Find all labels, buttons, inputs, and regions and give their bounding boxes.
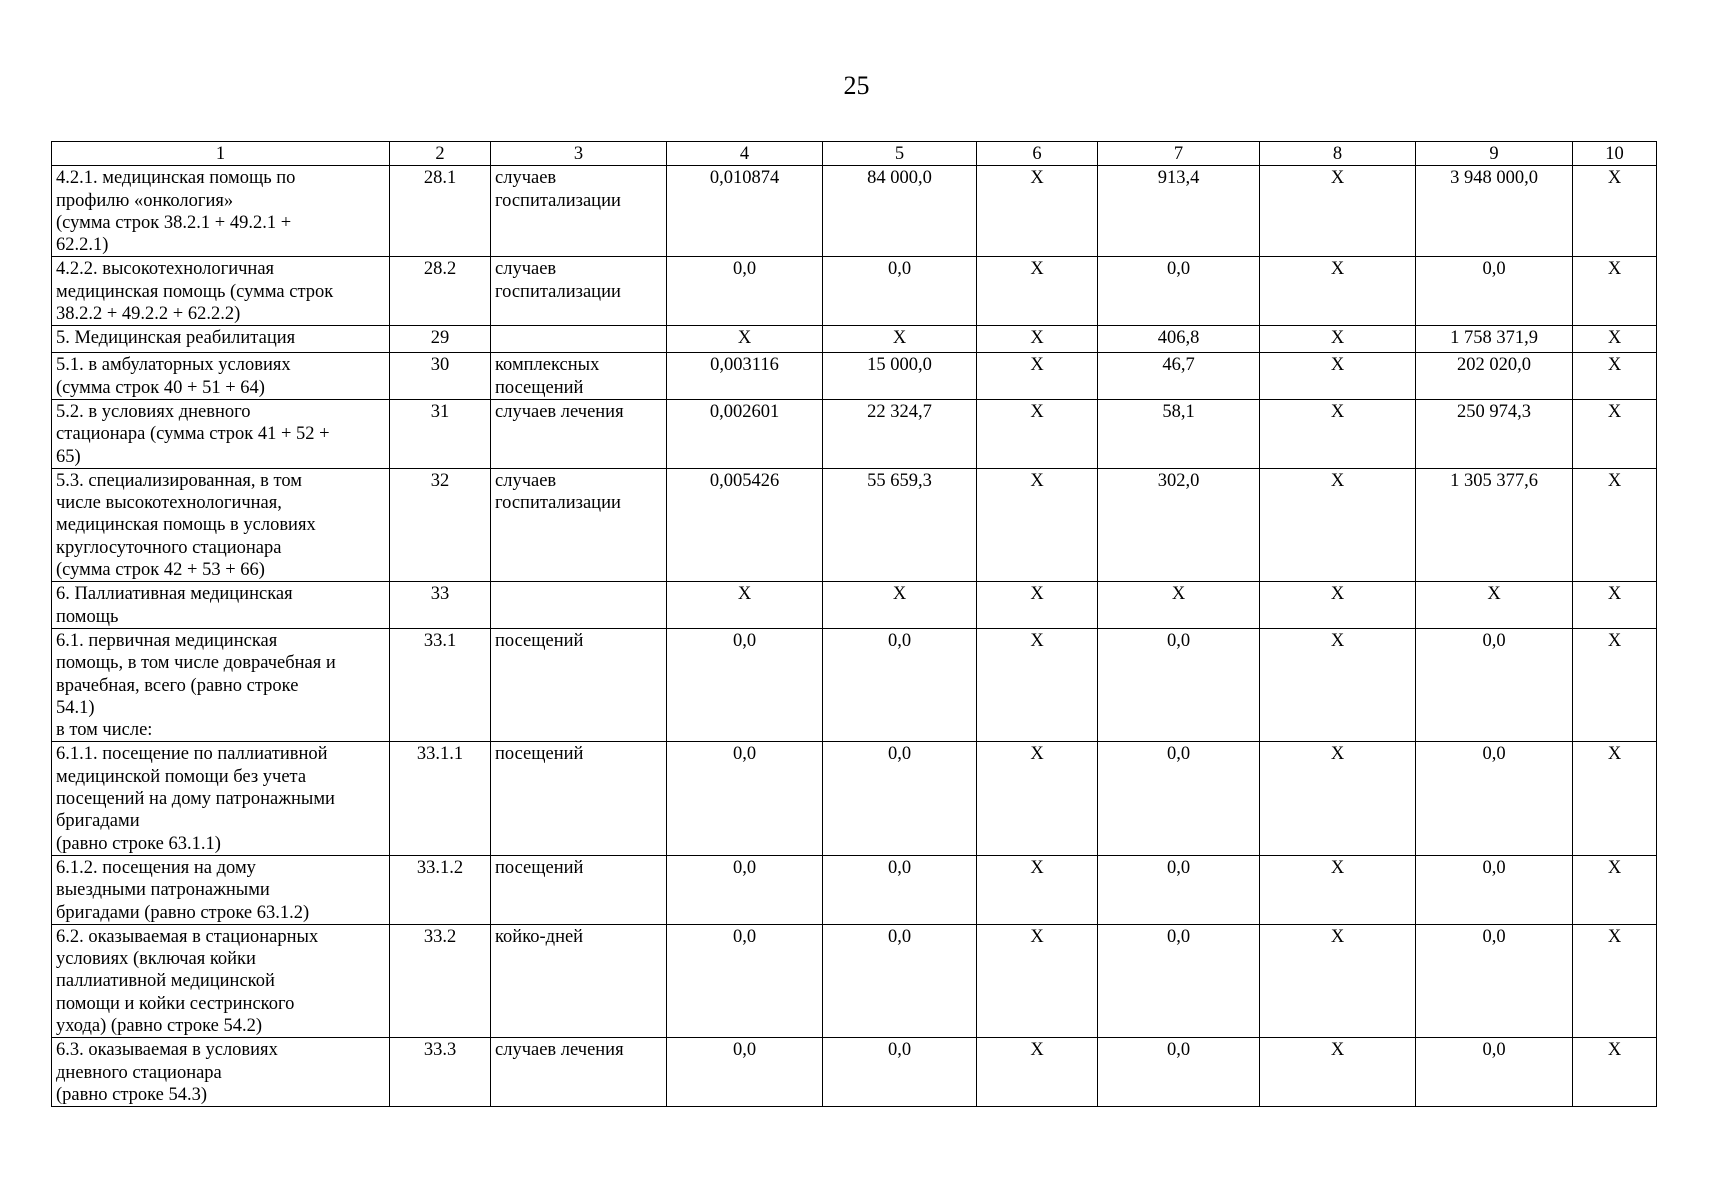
cell-col-9: 0,0 [1416, 1038, 1573, 1107]
cell-col-10: X [1573, 166, 1657, 257]
cell-col-5: 0,0 [823, 924, 977, 1037]
cell-col-10: X [1573, 1038, 1657, 1107]
cell-col-7: 58,1 [1098, 399, 1260, 468]
cell-col-5: 0,0 [823, 855, 977, 924]
cell-col-7: 0,0 [1098, 855, 1260, 924]
table-row [52, 924, 1657, 1037]
cell-col-3: комплексных посещений [491, 353, 667, 400]
cell-col-3: случаев госпитализации [491, 166, 667, 257]
cell-col-4: 0,010874 [667, 166, 823, 257]
cell-col-5: X [823, 582, 977, 629]
cell-col-7: 0,0 [1098, 1038, 1260, 1107]
column-header-1: 1 [52, 142, 390, 166]
cell-col-3: случаев лечения [491, 399, 667, 468]
table-row [52, 399, 1657, 468]
cell-col-9: X [1416, 582, 1573, 629]
cell-col-8: X [1260, 855, 1416, 924]
cell-col-6: X [977, 742, 1098, 855]
cell-col-4: 0,0 [667, 924, 823, 1037]
cell-col-3: посещений [491, 855, 667, 924]
table-row [52, 353, 1657, 400]
cell-col-2: 30 [390, 353, 491, 400]
cell-col-8: X [1260, 353, 1416, 400]
cell-col-4: 0,0 [667, 1038, 823, 1107]
cell-col-2: 33.2 [390, 924, 491, 1037]
cell-col-1: 6.1. первичная медицинская помощь, в том числе доврачебная и врачебная, всего (равно строке 54.1) в том числе: [52, 628, 390, 741]
cell-col-6: X [977, 468, 1098, 581]
cell-col-1: 6. Паллиативная медицинская помощь [52, 582, 390, 629]
cell-col-1: 4.2.2. высокотехнологичная медицинская помощь (сумма строк 38.2.2 + 49.2.2 + 62.2.2) [52, 257, 390, 326]
cell-col-1: 4.2.1. медицинская помощь по профилю «онкология» (сумма строк 38.2.1 + 49.2.1 + 62.2.1) [52, 166, 390, 257]
cell-col-10: X [1573, 924, 1657, 1037]
cell-col-4: 0,0 [667, 628, 823, 741]
cell-col-7: 0,0 [1098, 257, 1260, 326]
cell-col-5: 55 659,3 [823, 468, 977, 581]
cell-col-1: 5.3. специализированная, в том числе высокотехнологичная, медицинская помощь в условиях круглосуточного стационара (сумма строк 42 + 53 + 66) [52, 468, 390, 581]
column-header-8: 8 [1260, 142, 1416, 166]
cell-col-7: 302,0 [1098, 468, 1260, 581]
cell-col-3: случаев лечения [491, 1038, 667, 1107]
cell-col-5: 0,0 [823, 1038, 977, 1107]
cell-col-7: X [1098, 582, 1260, 629]
cell-col-1: 5.1. в амбулаторных условиях (сумма строк 40 + 51 + 64) [52, 353, 390, 400]
cell-col-7: 406,8 [1098, 326, 1260, 353]
table-row [52, 166, 1657, 257]
cell-col-4: 0,0 [667, 257, 823, 326]
cell-col-8: X [1260, 1038, 1416, 1107]
cell-col-8: X [1260, 257, 1416, 326]
cell-col-8: X [1260, 468, 1416, 581]
cell-col-9: 0,0 [1416, 924, 1573, 1037]
cell-col-9: 250 974,3 [1416, 399, 1573, 468]
cell-col-8: X [1260, 582, 1416, 629]
cell-col-3 [491, 326, 667, 353]
cell-col-3 [491, 582, 667, 629]
cell-col-4: 0,0 [667, 742, 823, 855]
cell-col-7: 0,0 [1098, 628, 1260, 741]
cell-col-6: X [977, 353, 1098, 400]
column-header-2: 2 [390, 142, 491, 166]
cell-col-2: 28.2 [390, 257, 491, 326]
cell-col-7: 913,4 [1098, 166, 1260, 257]
cell-col-2: 32 [390, 468, 491, 581]
cell-col-8: X [1260, 924, 1416, 1037]
cell-col-9: 0,0 [1416, 855, 1573, 924]
cell-col-4: 0,005426 [667, 468, 823, 581]
cell-col-6: X [977, 399, 1098, 468]
cell-col-2: 33.1 [390, 628, 491, 741]
cell-col-4: 0,003116 [667, 353, 823, 400]
cell-col-3: посещений [491, 742, 667, 855]
column-header-9: 9 [1416, 142, 1573, 166]
cell-col-6: X [977, 326, 1098, 353]
column-header-3: 3 [491, 142, 667, 166]
cell-col-6: X [977, 582, 1098, 629]
cell-col-5: 22 324,7 [823, 399, 977, 468]
table-row [52, 257, 1657, 326]
cell-col-7: 0,0 [1098, 924, 1260, 1037]
cell-col-2: 28.1 [390, 166, 491, 257]
cell-col-3: случаев госпитализации [491, 468, 667, 581]
cell-col-2: 33.3 [390, 1038, 491, 1107]
cell-col-10: X [1573, 353, 1657, 400]
cell-col-10: X [1573, 582, 1657, 629]
cell-col-3: посещений [491, 628, 667, 741]
table-row [52, 582, 1657, 629]
cell-col-10: X [1573, 399, 1657, 468]
cell-col-5: 0,0 [823, 628, 977, 741]
page-number: 25 [843, 71, 870, 100]
cell-col-9: 0,0 [1416, 257, 1573, 326]
cell-col-9: 3 948 000,0 [1416, 166, 1573, 257]
cell-col-2: 29 [390, 326, 491, 353]
cell-col-7: 46,7 [1098, 353, 1260, 400]
cell-col-9: 1 758 371,9 [1416, 326, 1573, 353]
cell-col-10: X [1573, 742, 1657, 855]
cell-col-3: случаев госпитализации [491, 257, 667, 326]
table-row [52, 326, 1657, 353]
cell-col-1: 6.1.2. посещения на дому выездными патронажными бригадами (равно строке 63.1.2) [52, 855, 390, 924]
cell-col-9: 1 305 377,6 [1416, 468, 1573, 581]
cell-col-7: 0,0 [1098, 742, 1260, 855]
cell-col-9: 0,0 [1416, 628, 1573, 741]
cell-col-2: 31 [390, 399, 491, 468]
cell-col-8: X [1260, 742, 1416, 855]
cell-col-1: 6.1.1. посещение по паллиативной медицинской помощи без учета посещений на дому патронажными бригадами (равно строке 63.1.1) [52, 742, 390, 855]
cell-col-10: X [1573, 855, 1657, 924]
cell-col-6: X [977, 166, 1098, 257]
column-header-7: 7 [1098, 142, 1260, 166]
cell-col-8: X [1260, 166, 1416, 257]
header-row [52, 142, 1657, 166]
cell-col-6: X [977, 855, 1098, 924]
cell-col-1: 5. Медицинская реабилитация [52, 326, 390, 353]
column-header-10: 10 [1573, 142, 1657, 166]
cell-col-1: 6.3. оказываемая в условиях дневного стационара (равно строке 54.3) [52, 1038, 390, 1107]
cell-col-4: 0,0 [667, 855, 823, 924]
column-header-5: 5 [823, 142, 977, 166]
cell-col-4: 0,002601 [667, 399, 823, 468]
cell-col-10: X [1573, 257, 1657, 326]
cell-col-6: X [977, 1038, 1098, 1107]
cell-col-10: X [1573, 468, 1657, 581]
cell-col-1: 6.2. оказываемая в стационарных условиях (включая койки паллиативной медицинской помощи и койки сестринского ухода) (равно строке 54.2) [52, 924, 390, 1037]
cell-col-8: X [1260, 399, 1416, 468]
cell-col-8: X [1260, 628, 1416, 741]
cell-col-4: X [667, 582, 823, 629]
cell-col-6: X [977, 628, 1098, 741]
cell-col-2: 33 [390, 582, 491, 629]
column-header-4: 4 [667, 142, 823, 166]
column-header-6: 6 [977, 142, 1098, 166]
cell-col-10: X [1573, 628, 1657, 741]
cell-col-4: X [667, 326, 823, 353]
cell-col-6: X [977, 257, 1098, 326]
cell-col-5: 0,0 [823, 742, 977, 855]
table-row [52, 742, 1657, 855]
cell-col-1: 5.2. в условиях дневного стационара (сумма строк 41 + 52 + 65) [52, 399, 390, 468]
table-row [52, 468, 1657, 581]
cell-col-10: X [1573, 326, 1657, 353]
table-row [52, 628, 1657, 741]
cell-col-5: 15 000,0 [823, 353, 977, 400]
cell-col-5: 0,0 [823, 257, 977, 326]
cell-col-8: X [1260, 326, 1416, 353]
cell-col-2: 33.1.1 [390, 742, 491, 855]
cell-col-9: 202 020,0 [1416, 353, 1573, 400]
cell-col-3: койко-дней [491, 924, 667, 1037]
data-table [51, 141, 1657, 1107]
cell-col-9: 0,0 [1416, 742, 1573, 855]
table-row [52, 1038, 1657, 1107]
cell-col-2: 33.1.2 [390, 855, 491, 924]
cell-col-6: X [977, 924, 1098, 1037]
cell-col-5: X [823, 326, 977, 353]
cell-col-5: 84 000,0 [823, 166, 977, 257]
table-row [52, 855, 1657, 924]
